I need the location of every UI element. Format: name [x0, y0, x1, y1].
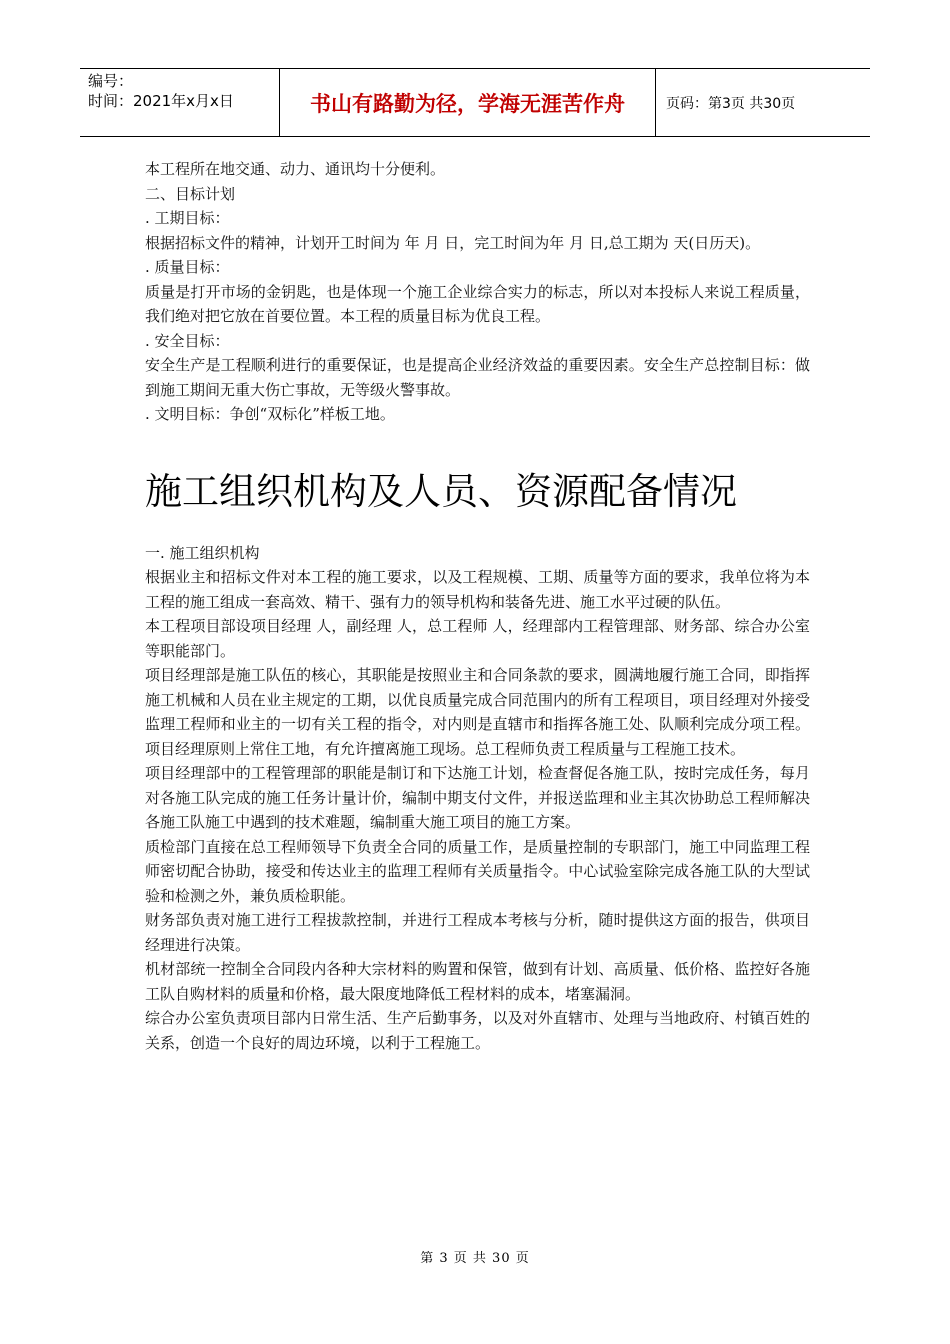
- paragraph: 本工程项目部设项目经理 人，副经理 人，总工程师 人，经理部内工程管理部、财务部、综合办公室等职能部门。: [145, 617, 810, 660]
- paragraph: 机材部统一控制全合同段内各种大宗材料的购置和保管，做到有计划、高质量、低价格、监控好各施工队自购材料的质量和价格，最大限度地降低工程材料的成本，堵塞漏洞。: [145, 960, 810, 1003]
- paragraph: 根据业主和招标文件对本工程的施工要求，以及工程规模、工期、质量等方面的要求，我单位将为本工程的施工组成一套高效、精干、强有力的领导机构和装备先进、施工水平过硬的队伍。: [145, 568, 810, 611]
- paragraph: 质量是打开市场的金钥匙，也是体现一个施工企业综合实力的标志，所以对本投标人来说工程质量，我们绝对把它放在首要位置。本工程的质量目标为优良工程。: [145, 282, 810, 325]
- paragraph: 财务部负责对施工进行工程拔款控制，并进行工程成本考核与分析，随时提供这方面的报告，供项目经理进行决策。: [145, 911, 810, 954]
- page-header: [80, 68, 870, 137]
- paragraph: 质检部门直接在总工程师领导下负责全合同的质量工作，是质量控制的专职部门，施工中同监理工程师密切配合协助，接受和传达业主的监理工程师有关质量指令。中心试验室除完成各施工队的大型试验和检测之外，兼负质检职能。: [145, 837, 810, 905]
- header-meta: [80, 69, 280, 136]
- document-number-label: 编号：: [88, 72, 134, 90]
- paragraph: 安全生产是工程顺利进行的重要保证，也是提高企业经济效益的重要因素。安全生产总控制目标：做到施工期间无重大伤亡事故，无等级火警事故。: [145, 356, 810, 399]
- paragraph: 项目经理部是施工队伍的核心，其职能是按照业主和合同条款的要求，圆满地履行施工合同，即指挥施工机械和人员在业主规定的工期，以优良质量完成合同范围内的所有工程项目，项目经理对外接受监理工程师和业主的一切有关工程的指令，对内则是直辖市和指挥各施工处、队顺利完成分项工程。项目经理原则上常住工地，有允许擅离施工现场。总工程师负责工程质量与工程施工技术。: [145, 666, 810, 758]
- subsection-heading: . 工期目标：: [145, 209, 230, 227]
- paragraph: 项目经理部中的工程管理部的职能是制订和下达施工计划，检查督促各施工队，按时完成任务，每月对各施工队完成的施工任务计量计价，编制中期支付文件，并报送监理和业主其次协助总工程师解决各施工队施工中遇到的技术难题，编制重大施工项目的施工方案。: [145, 764, 810, 831]
- chapter-title: 施工组织机构及人员、资源配备情况: [145, 469, 737, 513]
- header-page-info: 页码：第3页 共30页: [666, 95, 796, 112]
- subsection-heading: . 安全目标：: [145, 331, 230, 350]
- subsection-heading: . 文明目标：争创“双标化”样板工地。: [145, 405, 395, 423]
- page-footer: 第 3 页 共 30 页: [420, 1251, 530, 1266]
- paragraph: 本工程所在地交通、动力、通讯均十分便利。: [145, 160, 446, 178]
- document-body: [145, 157, 810, 1055]
- paragraph: 综合办公室负责项目部内日常生活、生产后勤事务，以及对外直辖市、处理与当地政府、村镇百姓的关系，创造一个良好的周边环境，以利于工程施工。: [145, 1009, 810, 1052]
- section-heading: 二、目标计划: [145, 184, 236, 203]
- document-date-label: 时间：2021年x月x日: [88, 92, 234, 110]
- section-heading: 一. 施工组织机构: [145, 543, 260, 562]
- paragraph: 根据招标文件的精神，计划开工时间为 年 月 日，完工时间为年 月 日,总工期为 天(日历天)。: [145, 233, 761, 252]
- subsection-heading: . 质量目标：: [145, 258, 230, 276]
- header-motto: 书山有路勤为径，学海无涯苦作舟: [280, 69, 656, 136]
